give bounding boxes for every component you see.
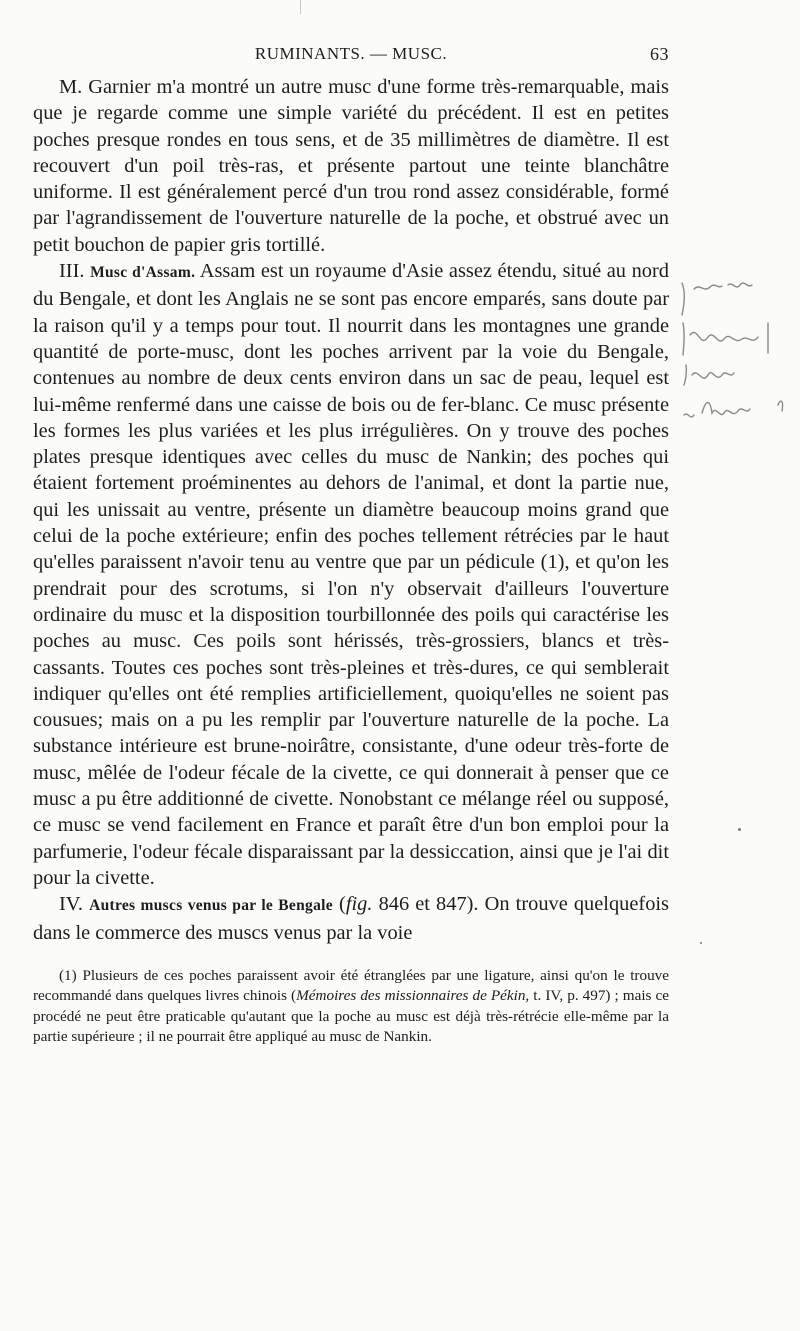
book-page [33, 40, 669, 1047]
footnotes [33, 966, 669, 1048]
footnote-1: (1) Plusieurs de ces poches paraissent avoir été étranglées par une ligature, ainsi qu'on le trouve recommandé dans quelques livres chinois (Mémoires des missionnaires de Pékin, t. IV, p. 497) ; mais ce procédé ne peut être praticable qu'autant que la poche au musc est déjà très-rétrécie elle-même par la partie supérieure ; il ne pourrait être appliqué au musc de Nankin. [33, 966, 669, 1046]
running-title: RUMINANTS. — MUSC. [254, 44, 448, 63]
section-heading-assam: Musc d'Assam. [90, 264, 196, 282]
figure-ref-open: ( [339, 893, 346, 916]
paragraph-musc-assam [33, 258, 669, 891]
section-number: III. [59, 260, 85, 283]
page-edge-mark [300, 0, 309, 14]
figure-ref-numbers: 846 et 847). [378, 893, 479, 916]
section-number: IV. [59, 893, 83, 916]
body-text [33, 74, 669, 946]
page-number: 63 [650, 44, 669, 64]
paragraph-bengale-text: On trouve quelquefois dans le commerce des muscs venus par la voie [33, 893, 669, 944]
paragraph-garnier-musc: M. Garnier m'a montré un autre musc d'une forme très-remarquable, mais que je regarde comme une simple variété du précédent. Il est en petites poches presque rondes en tous sens, et de 35 millimètres de diamètre. Il est recouvert d'un poil très-ras, et présente partout une teinte blanchâtre uniforme. Il est généralement percé d'un trou rond assez considérable, formé par l'agrandissement de l'ouverture naturelle de la poche, et obstrué avec un petit bouchon de papier gris tortillé. [33, 76, 669, 256]
page-header [33, 40, 669, 70]
footnote-citation: Mémoires des missionnaires de Pékin, [296, 987, 530, 1005]
pencil-scribble-graphic [680, 275, 800, 445]
section-heading-bengale: Autres muscs venus par le Bengale [89, 897, 333, 915]
paper-speck [738, 828, 741, 831]
handwritten-margin-note [680, 275, 800, 445]
figure-ref-abbrev: fig. [345, 893, 373, 916]
paragraph-assam-text: Assam est un royaume d'Asie assez étendu, situé au nord du Bengale, et dont les Anglais ne se sont pas encore emparés, sans doute par la raison qu'il y a temps pour tout. Il nourrit dans les montagnes une grande quantité de porte-musc, dont les poches arrivent par la voie du Bengale, contenues au nombre de deux cents environ dans un sac de peau, lequel est lui-même renfermé dans une caisse de bois ou de fer-blanc. Ce musc présente les formes les plus variées et les plus irrégulières. On y trouve des poches plates presque identiques avec celles du musc de Nankin; des poches qui étaient fortement proéminentes au dehors de l'animal, et dont la partie nue, qui les unissait au ventre, présente un diamètre beaucoup moins grand que celui de la poche extérieure; enfin des poches tellement rétrécies par le haut qu'elles paraissent n'avoir tenu au ventre que par un pédicule (1), et qu'on les prendrait pour des scrotums, si l'on n'y observait d'ailleurs l'ouverture ordinaire du musc et la disposition tourbillonnée des poils qui caractérise les poches au musc. Ces poils sont hérissés, très-grossiers, blancs et très-cassants. Toutes ces poches sont très-pleines et très-dures, ce qui semblerait indiquer qu'elles ont été remplies artificiellement, quoiqu'elles ne soient pas cousues; mais on a pu les remplir par l'ouverture naturelle de la poche. La substance intérieure est brune-noirâtre, consistante, d'une odeur très-forte de musc, mêlée de l'odeur fécale de la civette, ce qui donnerait à penser que ce musc a pu être additionné de civette. Nonobstant ce mélange réel ou supposé, ce musc se vend facilement en France et paraît être d'un bon emploi pour la parfumerie, l'odeur fécale disparaissant par la dessiccation, ainsi que je l'ai dit pour la civette. [33, 260, 669, 889]
paper-speck [700, 942, 702, 944]
paragraph-muscs-bengale [33, 891, 669, 946]
